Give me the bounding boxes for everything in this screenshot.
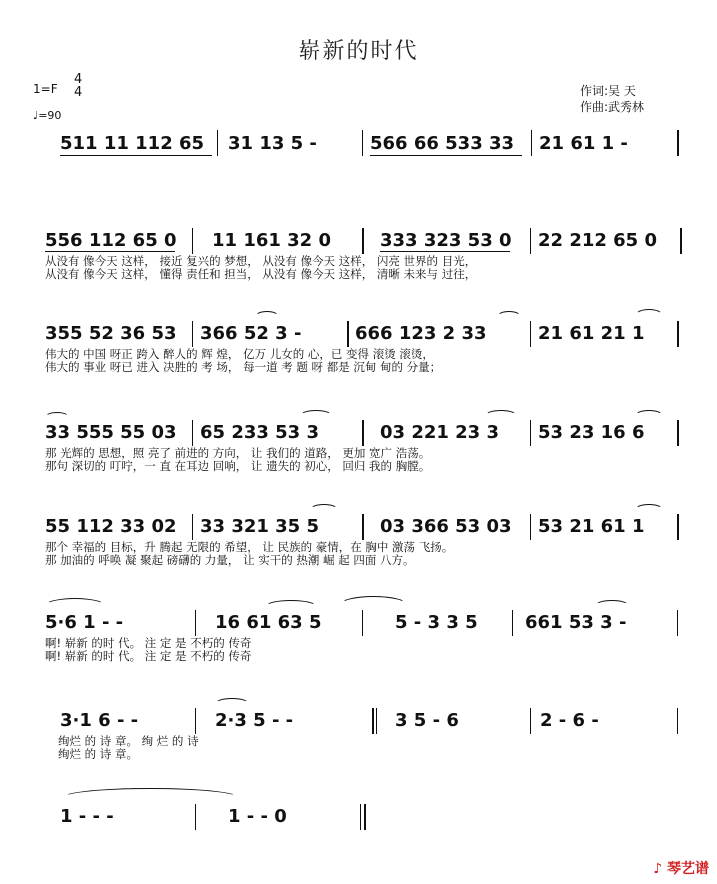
barline [530, 228, 531, 254]
measure-3: 333 323 53 0 [380, 230, 512, 251]
barline [677, 610, 678, 636]
slur [595, 600, 629, 611]
measure-1: 1 - - - [60, 806, 114, 827]
measure-4: 661 53 3 - [525, 612, 627, 633]
measure-1: 556 112 65 0 [45, 230, 177, 251]
barline [530, 321, 531, 347]
measure-3: 03 366 53 03 [380, 516, 512, 537]
barline [192, 514, 193, 540]
lyrics-verse-2: 从没有 像今天 这样， 懂得 责任和 担当， 从没有 像今天 这样， 清晰 未来与 过往， [45, 267, 477, 281]
measure-4: 21 61 1 - [539, 133, 628, 154]
music-note-icon: ♪ [653, 861, 663, 877]
measure-2: 16 61 63 5 [215, 612, 322, 633]
measure-3: 5 - 3 3 5 [395, 612, 478, 633]
barline [192, 321, 193, 347]
measure-4: 53 21 61 1 [538, 516, 645, 537]
measure-2: 366 52 3 - [200, 323, 302, 344]
time-signature-bottom: 4 [74, 85, 83, 100]
measure-1: 511 11 112 65 [60, 133, 205, 154]
underline [380, 251, 510, 252]
slur [300, 410, 332, 421]
barline [677, 514, 679, 540]
measure-1: 33 555 55 03 [45, 422, 177, 443]
barline [680, 228, 682, 254]
measure-2: 33 321 35 5 [200, 516, 319, 537]
lyrics-verse-1: 啊! 崭新 的时 代。 注 定 是 不朽的 传奇 [45, 636, 252, 650]
barline [217, 130, 218, 156]
slur [45, 412, 69, 422]
barline [530, 420, 531, 446]
measure-4: 22 212 65 0 [538, 230, 657, 251]
watermark-logo [653, 858, 709, 878]
barline [347, 321, 349, 347]
measure-2: 2·3 5 - - [215, 710, 294, 731]
underline [370, 155, 522, 156]
barline [362, 420, 364, 446]
measure-2: 31 13 5 - [228, 133, 317, 154]
key-signature: 1=F [33, 82, 58, 96]
barline [677, 708, 678, 734]
measure-1: 355 52 36 53 [45, 323, 177, 344]
composer-credit: 作曲:武秀林 [580, 100, 645, 114]
lyrics-verse-2: 绚烂 的 诗 章。 [58, 747, 138, 761]
repeat-barline [376, 708, 377, 734]
watermark-text: 琴艺谱 [667, 861, 709, 877]
barline [677, 321, 679, 347]
slur [310, 504, 338, 515]
barline [195, 708, 196, 734]
measure-1: 5·6 1 - - [45, 612, 124, 633]
final-barline [360, 804, 361, 830]
barline [530, 514, 531, 540]
barline [192, 420, 193, 446]
measure-2: 1 - - 0 [228, 806, 287, 827]
slur [255, 311, 279, 322]
lyrics-verse-2: 伟大的 事业 呀已 进入 决胜的 考 场， 每一道 考 题 呀 都是 沉甸 甸的 分量； [45, 360, 442, 374]
measure-4: 53 23 16 6 [538, 422, 645, 443]
lyrics-verse-1: 绚烂 的 诗 章。 绚 烂 的 诗 [58, 734, 199, 748]
underline [60, 155, 212, 156]
slur [497, 311, 521, 322]
lyrics-verse-2: 啊! 崭新 的时 代。 注 定 是 不朽的 传奇 [45, 649, 252, 663]
repeat-barline [372, 708, 374, 734]
barline [677, 130, 679, 156]
barline [530, 708, 531, 734]
lyrics-verse-1: 伟大的 中国 呀正 跨入 醉人的 辉 煌， 亿万 儿女的 心，已 变得 滚烫 滚烫， [45, 347, 434, 361]
measure-3: 566 66 533 33 [370, 133, 515, 154]
tempo-marking: ♩=90 [33, 109, 62, 122]
lyrics-verse-2: 那 加油的 呼唤 凝 聚起 磅礴的 力量， 让 实干的 热潮 崛 起 四面 八方。 [45, 553, 415, 567]
underline [45, 251, 175, 252]
measure-1: 3·1 6 - - [60, 710, 139, 731]
barline [192, 228, 193, 254]
barline [362, 514, 364, 540]
slur [485, 410, 517, 421]
final-barline [364, 804, 366, 830]
barline [195, 804, 196, 830]
slur [265, 600, 317, 613]
time-signature [74, 73, 82, 99]
barline [362, 228, 364, 254]
barline [362, 610, 363, 636]
slur [215, 698, 249, 709]
measure-3: 03 221 23 3 [380, 422, 499, 443]
measure-2: 65 233 53 3 [200, 422, 319, 443]
measure-3: 3 5 - 6 [395, 710, 459, 731]
barline [531, 130, 532, 156]
lyricist-credit: 作词:吴 天 [580, 84, 636, 98]
slur [45, 598, 105, 613]
barline [195, 610, 196, 636]
lyrics-verse-2: 那句 深切的 叮咛，一 直 在耳边 回响， 让 遗失的 初心， 回归 我的 胸膛。 [45, 459, 431, 473]
measure-2: 11 161 32 0 [212, 230, 331, 251]
barline [677, 420, 679, 446]
barline [362, 130, 363, 156]
measure-1: 55 112 33 02 [45, 516, 177, 537]
time-signature-top: 4 [74, 72, 83, 87]
lyrics-verse-1: 那 光辉的 思想，照 亮了 前进的 方向， 让 我们的 道路， 更加 宽广 浩荡。 [45, 446, 431, 460]
barline [512, 610, 513, 636]
slur [635, 410, 663, 421]
tie [62, 788, 239, 807]
lyrics-verse-1: 那个 幸福的 目标，升 腾起 无限的 希望， 让 民族的 豪情，在 胸中 激荡 飞扬。 [45, 540, 454, 554]
measure-4: 2 - 6 - [540, 710, 599, 731]
lyrics-verse-1: 从没有 像今天 这样， 接近 复兴的 梦想， 从没有 像今天 这样， 闪亮 世界的 目光， [45, 254, 477, 268]
measure-4: 21 61 21 1 [538, 323, 645, 344]
page-title: 崭新的时代 [298, 39, 419, 64]
slur [635, 309, 663, 322]
slur [635, 504, 663, 515]
measure-3: 666 123 2 33 [355, 323, 487, 344]
slur [340, 596, 407, 613]
